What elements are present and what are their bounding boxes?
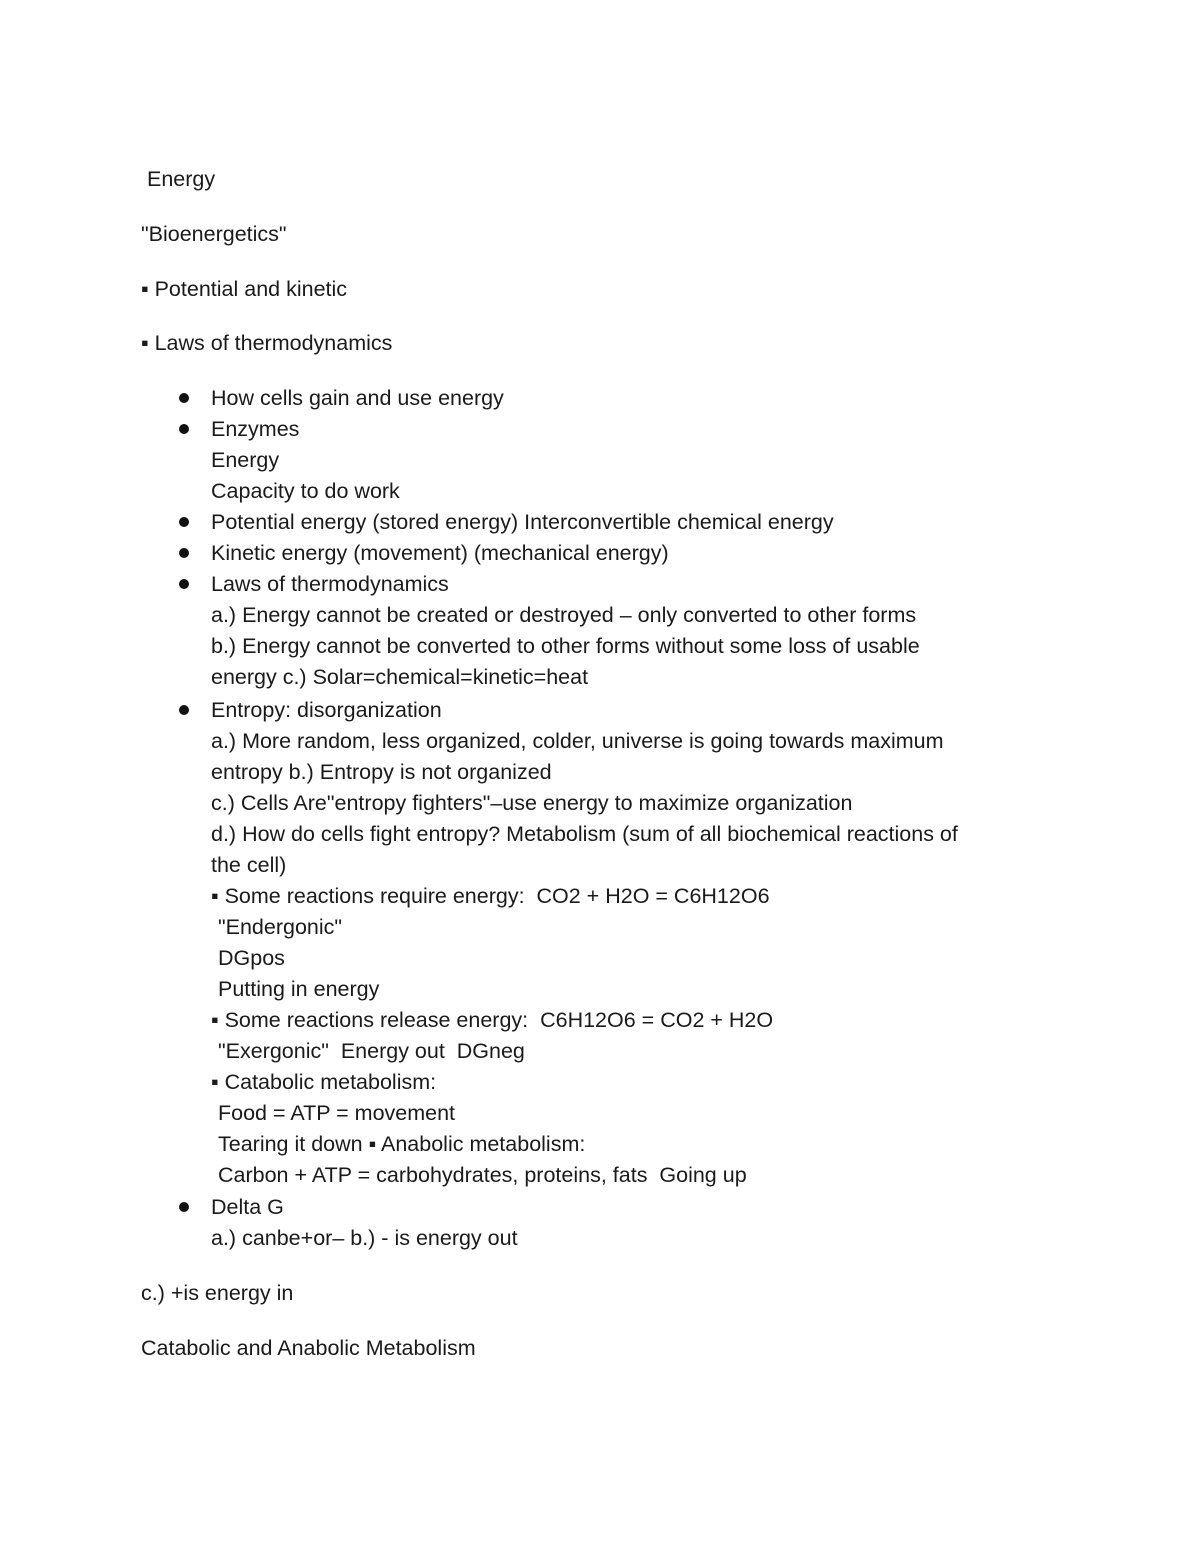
list-item-text: Capacity to do work (211, 479, 400, 503)
bullet-dot-icon (179, 424, 189, 434)
list-item-text: ▪ Some reactions release energy: C6H12O6 = CO2 + H2O (211, 1008, 774, 1032)
list-item-text: the cell) (211, 853, 287, 877)
list-item-text: Carbon + ATP = carbohydrates, proteins, fats Going up (218, 1163, 747, 1187)
page-title: Energy (147, 167, 216, 191)
list-item-text: d.) How do cells fight entropy? Metabolism (sum of all biochemical reactions of (211, 822, 958, 846)
bullet-dot-icon (179, 393, 189, 403)
list-item: Entropy: disorganization (211, 698, 442, 722)
list-item: Laws of thermodynamics (211, 572, 449, 596)
bullet-dot-icon (179, 548, 189, 558)
subtitle: "Bioenergetics" (141, 222, 287, 246)
list-item-text: a.) canbe+or– b.) - is energy out (211, 1226, 518, 1250)
list-item-text: energy c.) Solar=chemical=kinetic=heat (211, 665, 589, 689)
list-item-text: Energy (211, 448, 280, 472)
list-item-text: c.) Cells Are"entropy fighters"–use energy to maximize organization (211, 791, 853, 815)
bullet-dot-icon (179, 1202, 189, 1212)
list-item: Kinetic energy (movement) (mechanical energy) (211, 541, 669, 565)
list-item-text: "Exergonic" Energy out DGneg (218, 1039, 525, 1063)
list-item-text: Tearing it down ▪ Anabolic metabolism: (218, 1132, 586, 1156)
list-item: Potential energy (stored energy) Interconvertible chemical energy (211, 510, 834, 534)
bullet-dot-icon (179, 517, 189, 527)
list-item-text: b.) Energy cannot be converted to other forms without some loss of usable (211, 634, 920, 658)
list-item: Delta G (211, 1195, 284, 1219)
list-item-text: a.) More random, less organized, colder, universe is going towards maximum (211, 729, 944, 753)
list-item-text: Putting in energy (218, 977, 380, 1001)
intro-bullet: ▪ Potential and kinetic (141, 277, 348, 301)
list-item-text: a.) Energy cannot be created or destroyed – only converted to other forms (211, 603, 917, 627)
intro-bullet: ▪ Laws of thermodynamics (141, 331, 393, 355)
list-item-text: "Endergonic" (218, 915, 343, 939)
list-item-text: entropy b.) Entropy is not organized (211, 760, 552, 784)
list-item-text: ▪ Some reactions require energy: CO2 + H2O = C6H12O6 (211, 884, 770, 908)
section-heading: Catabolic and Anabolic Metabolism (141, 1336, 476, 1360)
list-item-text: DGpos (218, 946, 285, 970)
list-item: How cells gain and use energy (211, 386, 504, 410)
bullet-dot-icon (179, 705, 189, 715)
list-item: Enzymes (211, 417, 300, 441)
bullet-dot-icon (179, 579, 189, 589)
list-item-text: Food = ATP = movement (218, 1101, 456, 1125)
paragraph: c.) +is energy in (141, 1281, 294, 1305)
list-item-text: ▪ Catabolic metabolism: (211, 1070, 437, 1094)
